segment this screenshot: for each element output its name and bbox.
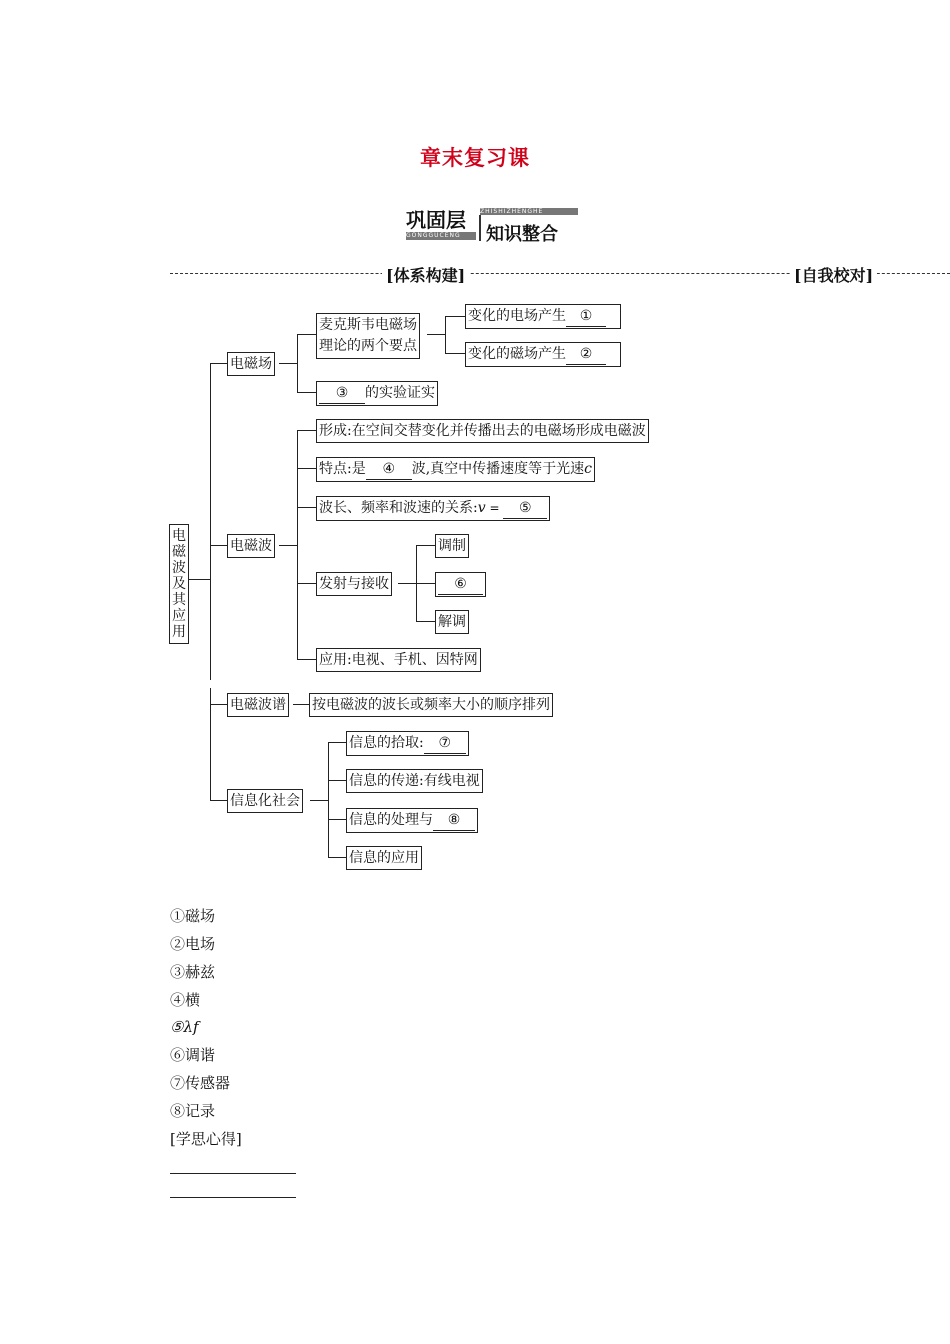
point-changing-magnetic-text: 变化的磁场产生 xyxy=(468,346,566,362)
answer-6: ⑥调谐 xyxy=(170,1046,216,1064)
answer-8: ⑧记录 xyxy=(170,1102,216,1120)
blank-6: ⑥ xyxy=(438,574,483,595)
wave-application-node: 应用:电视、手机、因特网 xyxy=(316,648,481,672)
wave-relation-text: 波长、频率和波速的关系: xyxy=(319,500,478,516)
section-check-label: [自我校对] xyxy=(790,263,877,286)
experiment-proof-node xyxy=(316,381,438,406)
branch-info-society: 信息化社会 xyxy=(227,789,303,813)
experiment-proof-text: 的实验证实 xyxy=(365,385,435,401)
wave-relation-node xyxy=(316,496,550,521)
blank-1: ① xyxy=(566,306,606,327)
root-node: 电磁波及其应用 xyxy=(169,524,189,644)
point-changing-electric-text: 变化的电场产生 xyxy=(468,308,566,324)
wave-feature-node xyxy=(316,457,595,482)
answer-2: ②电场 xyxy=(170,935,216,953)
answer-7: ⑦传感器 xyxy=(170,1074,231,1092)
page-title: 章末复习课 xyxy=(420,145,530,170)
spectrum-order-node: 按电磁波的波长或频率大小的顺序排列 xyxy=(309,693,553,717)
blank-4: ④ xyxy=(366,459,412,480)
banner-pinyin-bottom: GONGGUCENG xyxy=(406,232,476,240)
reflection-line-1 xyxy=(170,1173,296,1174)
equals-sign: = xyxy=(485,501,504,515)
wave-feature-text-a: 特点:是 xyxy=(319,461,366,477)
branch-em-field: 电磁场 xyxy=(227,352,275,376)
blank-2: ② xyxy=(566,344,606,365)
reflection-line-2 xyxy=(170,1197,296,1198)
info-application-node: 信息的应用 xyxy=(346,846,422,870)
banner-divider xyxy=(479,215,481,241)
tuning-node xyxy=(435,572,486,597)
reflection-heading: [学思心得] xyxy=(170,1130,242,1148)
maxwell-theory-line1: 麦克斯韦电磁场 xyxy=(319,317,417,333)
answer-4: ④横 xyxy=(170,991,201,1009)
demodulation-node: 解调 xyxy=(435,610,469,634)
info-capture-text: 信息的拾取: xyxy=(349,735,424,751)
answer-5: ⑤λf xyxy=(170,1018,199,1036)
branch-em-spectrum: 电磁波谱 xyxy=(227,693,289,717)
blank-8: ⑧ xyxy=(433,810,475,831)
maxwell-theory-line2: 理论的两个要点 xyxy=(319,338,417,354)
info-processing-node xyxy=(346,808,478,833)
banner-left-label: 巩固层 xyxy=(406,208,466,232)
branch-em-wave: 电磁波 xyxy=(227,534,275,558)
blank-3: ③ xyxy=(319,383,365,404)
answer-1: ①磁场 xyxy=(170,907,216,925)
wave-formation-node: 形成:在空间交替变化并传播出去的电磁场形成电磁波 xyxy=(316,419,649,443)
blank-7: ⑦ xyxy=(424,733,466,754)
banner-right-label: 知识整合 xyxy=(486,224,558,245)
velocity-symbol: v xyxy=(477,500,486,516)
wave-feature-text-b: 波,真空中传播速度等于光速 xyxy=(411,461,585,477)
section-structure-label: [体系构建] xyxy=(382,263,469,286)
light-speed-symbol: c xyxy=(584,461,593,477)
info-capture-node xyxy=(346,731,469,756)
info-processing-text: 信息的处理与 xyxy=(349,812,433,828)
point-changing-electric xyxy=(465,304,621,329)
modulation-node: 调制 xyxy=(435,534,469,558)
info-transfer-node: 信息的传递:有线电视 xyxy=(346,769,483,793)
answer-3: ③赫兹 xyxy=(170,963,216,981)
transmit-receive-node: 发射与接收 xyxy=(316,572,392,596)
banner-pinyin-top: ZHISHIZHENGHE xyxy=(480,208,578,215)
blank-5: ⑤ xyxy=(503,498,547,519)
point-changing-magnetic xyxy=(465,342,621,367)
maxwell-theory-node xyxy=(316,313,420,359)
